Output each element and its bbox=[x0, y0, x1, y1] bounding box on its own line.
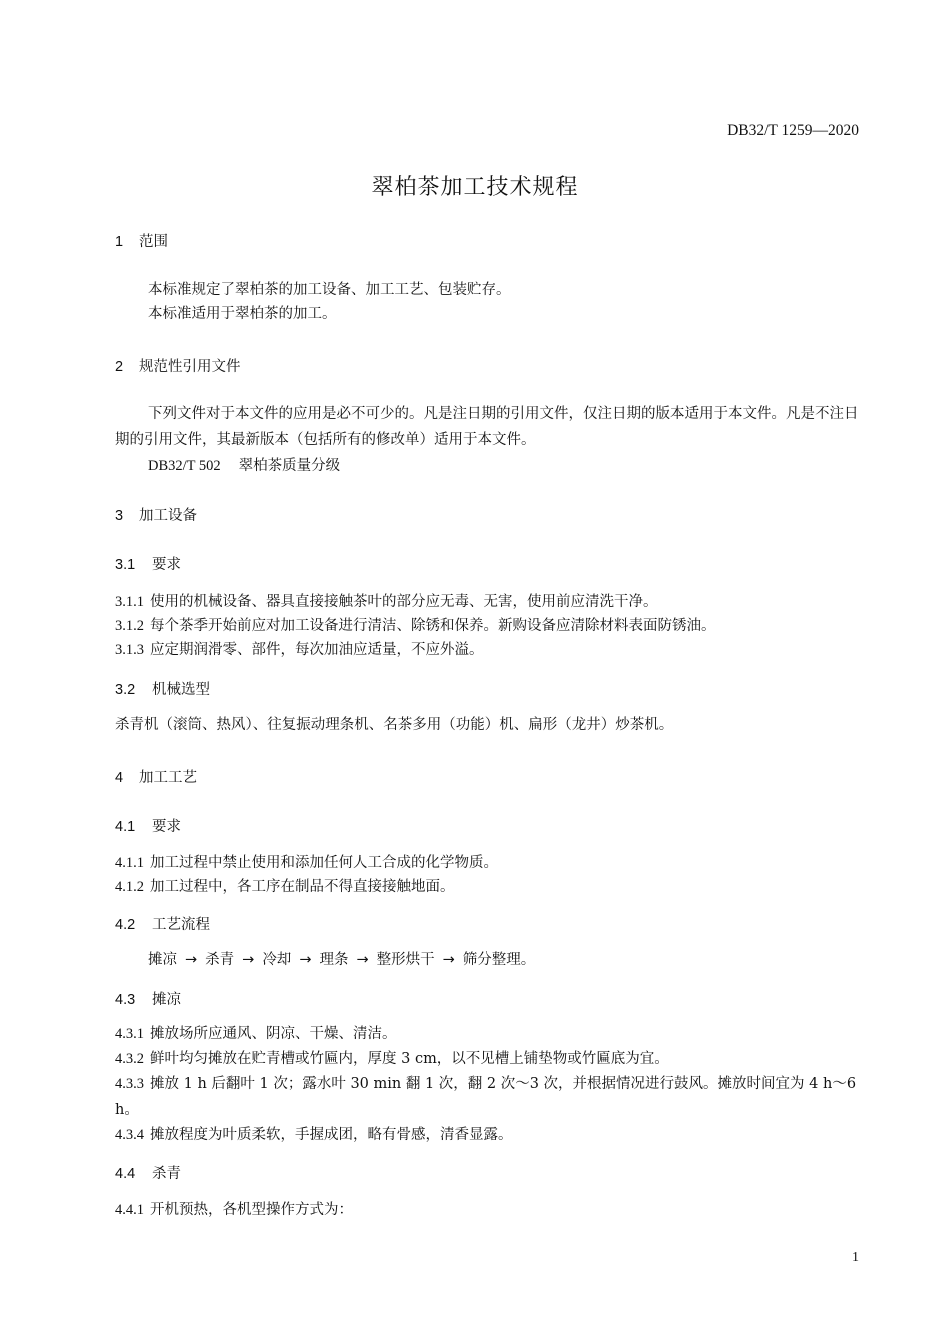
section-title: 要求 bbox=[152, 819, 181, 835]
arrow-right-icon: → bbox=[442, 952, 455, 968]
clause-item bbox=[115, 613, 860, 639]
clause-text: 摊放 1 h 后翻叶 1 次；露水叶 30 min 翻 1 次，翻 2 次～3 次，并根据情况进行鼓风。摊放时间宜为 4 h～6 h。 bbox=[115, 1076, 857, 1118]
clause-number: 4.4.1 bbox=[115, 1202, 144, 1218]
clause-text: 加工过程中禁止使用和添加任何人工合成的化学物质。 bbox=[150, 855, 498, 871]
subsection-4-4-heading bbox=[115, 1162, 181, 1183]
section-1-heading bbox=[115, 230, 168, 251]
section-3-heading bbox=[115, 504, 197, 525]
section-number: 4.1 bbox=[115, 819, 136, 835]
arrow-right-icon: → bbox=[185, 952, 198, 968]
clause-text: 使用的机械设备、器具直接接触茶叶的部分应无毒、无害，使用前应清洗干净。 bbox=[150, 594, 658, 610]
clause-number: 3.1.1 bbox=[115, 594, 144, 610]
clause-item bbox=[115, 850, 860, 876]
document-title: 翠柏茶加工技术规程 bbox=[371, 175, 579, 200]
clause-text: 摊放场所应通风、阴凉、干燥、清洁。 bbox=[150, 1026, 397, 1042]
flow-step: 杀青 bbox=[205, 952, 235, 968]
section-title: 摊凉 bbox=[152, 992, 181, 1008]
clause-item bbox=[115, 1071, 860, 1123]
reference-code: DB32/T 502 bbox=[148, 458, 221, 474]
subsection-3-2-heading bbox=[115, 678, 210, 699]
flow-step: 筛分整理。 bbox=[462, 952, 536, 968]
section-number: 3.1 bbox=[115, 557, 136, 573]
clause-item bbox=[115, 1021, 860, 1047]
page-number: 1 bbox=[852, 1250, 859, 1265]
clause-number: 4.1.2 bbox=[115, 879, 144, 895]
standard-number: DB32/T 1259—2020 bbox=[727, 122, 859, 139]
section-title: 要求 bbox=[152, 557, 181, 573]
clause-text: 鲜叶均匀摊放在贮青槽或竹匾内，厚度 3 cm，以不见槽上铺垫物或竹匾底为宜。 bbox=[150, 1051, 669, 1067]
section-number: 4 bbox=[115, 770, 124, 786]
subsection-4-2-heading bbox=[115, 913, 210, 934]
clause-item bbox=[115, 874, 860, 900]
clause-number: 3.1.3 bbox=[115, 642, 144, 658]
clause-text: 加工过程中，各工序在制品不得直接接触地面。 bbox=[150, 879, 455, 895]
clause-number: 4.3.1 bbox=[115, 1026, 144, 1042]
clause-number: 3.1.2 bbox=[115, 618, 144, 634]
section-number: 1 bbox=[115, 234, 124, 250]
section-title: 范围 bbox=[139, 234, 168, 250]
section-title: 杀青 bbox=[152, 1166, 181, 1182]
paragraph: 本标准适用于翠柏茶的加工。 bbox=[148, 306, 337, 322]
section-number: 3.2 bbox=[115, 682, 136, 698]
clause-number: 4.3.3 bbox=[115, 1076, 144, 1092]
clause-item bbox=[115, 589, 860, 615]
paragraph: 本标准规定了翠柏茶的加工设备、加工工艺、包装贮存。 bbox=[148, 282, 511, 298]
clause-number: 4.3.4 bbox=[115, 1127, 144, 1143]
clause-text: 每个茶季开始前应对加工设备进行清洁、除锈和保养。新购设备应清除材料表面防锈油。 bbox=[150, 618, 716, 634]
reference-title: 翠柏茶质量分级 bbox=[238, 458, 341, 474]
section-title: 工艺流程 bbox=[152, 917, 210, 933]
clause-number: 4.3.2 bbox=[115, 1051, 144, 1067]
flow-step: 冷却 bbox=[262, 952, 292, 968]
clause-text: 应定期润滑零、部件，每次加油应适量，不应外溢。 bbox=[150, 642, 484, 658]
section-title: 加工工艺 bbox=[139, 770, 197, 786]
arrow-right-icon: → bbox=[299, 952, 312, 968]
section-title: 加工设备 bbox=[139, 508, 197, 524]
paragraph: 下列文件对于本文件的应用是必不可少的。凡是注日期的引用文件，仅注日期的版本适用于本文件。凡是不注日期的引用文件，其最新版本（包括所有的修改单）适用于本文件。 bbox=[115, 406, 859, 448]
clause-item bbox=[115, 1046, 860, 1072]
section-title: 机械选型 bbox=[152, 682, 210, 698]
paragraph: 杀青机（滚筒、热风）、往复振动理条机、名茶多用（功能）机、扁形（龙井）炒茶机。 bbox=[115, 717, 674, 733]
section-number: 4.2 bbox=[115, 917, 136, 933]
clause-item bbox=[115, 637, 860, 663]
clause-text: 开机预热，各机型操作方式为： bbox=[150, 1202, 353, 1218]
clause-text: 摊放程度为叶质柔软，手握成团，略有骨感，清香显露。 bbox=[150, 1127, 513, 1143]
section-number: 3 bbox=[115, 508, 124, 524]
clause-item bbox=[115, 1197, 860, 1223]
clause-number: 4.1.1 bbox=[115, 855, 144, 871]
normative-reference bbox=[148, 454, 340, 475]
arrow-right-icon: → bbox=[356, 952, 369, 968]
section-number: 4.3 bbox=[115, 992, 136, 1008]
process-flow bbox=[148, 948, 535, 969]
flow-step: 摊凉 bbox=[148, 952, 177, 968]
flow-step: 理条 bbox=[319, 952, 349, 968]
subsection-3-1-heading bbox=[115, 553, 181, 574]
section-title: 规范性引用文件 bbox=[139, 359, 241, 375]
subsection-4-3-heading bbox=[115, 988, 181, 1009]
flow-step: 整形烘干 bbox=[376, 952, 435, 968]
arrow-right-icon: → bbox=[242, 952, 255, 968]
section-4-heading bbox=[115, 766, 197, 787]
section-2-heading bbox=[115, 355, 241, 376]
subsection-4-1-heading bbox=[115, 815, 181, 836]
section-number: 4.4 bbox=[115, 1166, 136, 1182]
section-number: 2 bbox=[115, 359, 124, 375]
clause-item bbox=[115, 1122, 860, 1148]
